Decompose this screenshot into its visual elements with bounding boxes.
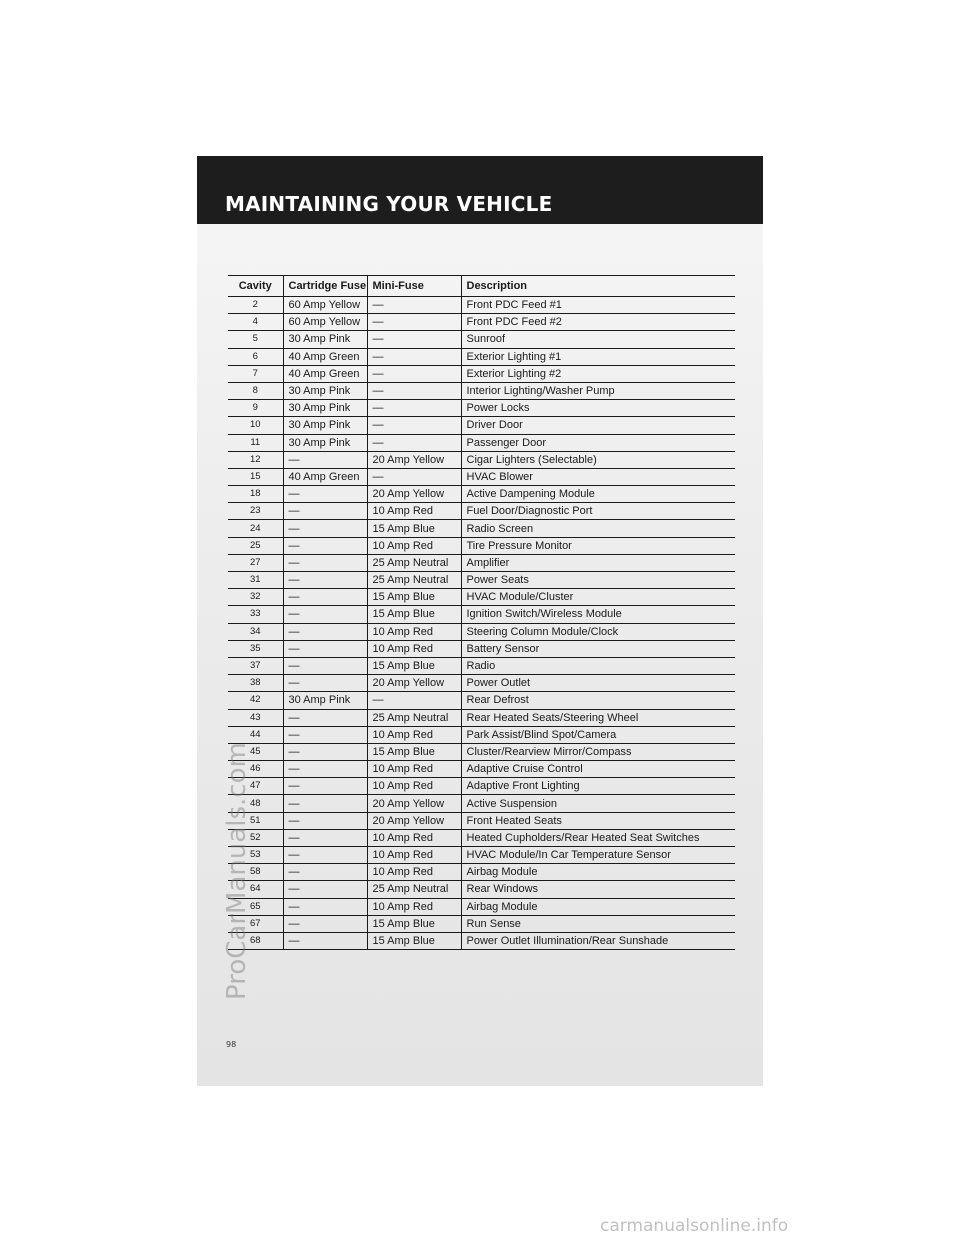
table-row [228, 795, 735, 812]
mini-fuse-cell: — [367, 400, 461, 417]
cavity-cell: 6 [228, 348, 283, 365]
description-cell: Park Assist/Blind Spot/Camera [461, 726, 735, 743]
description-cell: Power Outlet [461, 675, 735, 692]
cavity-cell: 32 [228, 589, 283, 606]
cavity-cell: 11 [228, 434, 283, 451]
cavity-cell: 9 [228, 400, 283, 417]
table-row [228, 881, 735, 898]
cartridge-fuse-cell: 30 Amp Pink [283, 382, 367, 399]
description-cell: Adaptive Front Lighting [461, 778, 735, 795]
cavity-cell: 46 [228, 761, 283, 778]
mini-fuse-cell: — [367, 382, 461, 399]
cartridge-fuse-cell: — [283, 572, 367, 589]
mini-fuse-cell: 15 Amp Blue [367, 589, 461, 606]
cartridge-fuse-cell: — [283, 675, 367, 692]
description-cell: Airbag Module [461, 864, 735, 881]
table-row [228, 898, 735, 915]
cartridge-fuse-cell: 40 Amp Green [283, 365, 367, 382]
cavity-cell: 51 [228, 812, 283, 829]
cartridge-fuse-cell: — [283, 503, 367, 520]
cavity-cell: 4 [228, 314, 283, 331]
table-row [228, 589, 735, 606]
cavity-cell: 68 [228, 932, 283, 949]
side-watermark: ProCarManuals.com [222, 742, 252, 1000]
cartridge-fuse-cell: 40 Amp Green [283, 348, 367, 365]
description-cell: Rear Defrost [461, 692, 735, 709]
mini-fuse-cell: 10 Amp Red [367, 726, 461, 743]
table-row [228, 709, 735, 726]
table-row [228, 503, 735, 520]
cartridge-fuse-cell: — [283, 640, 367, 657]
cavity-cell: 67 [228, 915, 283, 932]
cavity-cell: 7 [228, 365, 283, 382]
cavity-cell: 47 [228, 778, 283, 795]
table-row [228, 657, 735, 674]
description-cell: Tire Pressure Monitor [461, 537, 735, 554]
cavity-cell: 65 [228, 898, 283, 915]
description-cell: Front PDC Feed #2 [461, 314, 735, 331]
description-cell: Power Locks [461, 400, 735, 417]
description-cell: Ignition Switch/Wireless Module [461, 606, 735, 623]
description-cell: Passenger Door [461, 434, 735, 451]
cartridge-fuse-cell: — [283, 554, 367, 571]
cavity-cell: 64 [228, 881, 283, 898]
description-cell: Power Outlet Illumination/Rear Sunshade [461, 932, 735, 949]
table-row [228, 640, 735, 657]
description-cell: Driver Door [461, 417, 735, 434]
bottom-watermark: carmanualsonline.info [600, 1216, 789, 1236]
mini-fuse-cell: 10 Amp Red [367, 864, 461, 881]
mini-fuse-cell: — [367, 434, 461, 451]
cavity-cell: 45 [228, 743, 283, 760]
mini-fuse-cell: 20 Amp Yellow [367, 486, 461, 503]
cavity-cell: 23 [228, 503, 283, 520]
description-cell: Front Heated Seats [461, 812, 735, 829]
cavity-cell: 35 [228, 640, 283, 657]
cartridge-fuse-cell: — [283, 864, 367, 881]
table-row [228, 932, 735, 949]
description-cell: Fuel Door/Diagnostic Port [461, 503, 735, 520]
table-row [228, 486, 735, 503]
table-row [228, 915, 735, 932]
mini-fuse-cell: — [367, 348, 461, 365]
mini-fuse-cell: 10 Amp Red [367, 640, 461, 657]
description-cell: Cigar Lighters (Selectable) [461, 451, 735, 468]
fuse-table [228, 275, 735, 950]
cavity-cell: 10 [228, 417, 283, 434]
mini-fuse-cell: 20 Amp Yellow [367, 812, 461, 829]
cartridge-fuse-cell: — [283, 898, 367, 915]
mini-fuse-cell: 15 Amp Blue [367, 520, 461, 537]
cavity-cell: 42 [228, 692, 283, 709]
table-row [228, 778, 735, 795]
description-cell: Airbag Module [461, 898, 735, 915]
description-cell: HVAC Module/In Car Temperature Sensor [461, 847, 735, 864]
cartridge-fuse-cell: — [283, 657, 367, 674]
cartridge-fuse-cell: — [283, 812, 367, 829]
mini-fuse-cell: 10 Amp Red [367, 537, 461, 554]
cartridge-fuse-cell: 30 Amp Pink [283, 417, 367, 434]
mini-fuse-cell: 15 Amp Blue [367, 743, 461, 760]
table-row [228, 812, 735, 829]
table-row [228, 400, 735, 417]
description-cell: Radio [461, 657, 735, 674]
cavity-cell: 44 [228, 726, 283, 743]
mini-fuse-cell: 15 Amp Blue [367, 915, 461, 932]
cavity-cell: 18 [228, 486, 283, 503]
cartridge-fuse-cell: — [283, 589, 367, 606]
cartridge-fuse-cell: 60 Amp Yellow [283, 314, 367, 331]
mini-fuse-cell: 10 Amp Red [367, 761, 461, 778]
description-cell: Battery Sensor [461, 640, 735, 657]
description-cell: Adaptive Cruise Control [461, 761, 735, 778]
cavity-cell: 38 [228, 675, 283, 692]
table-row [228, 365, 735, 382]
table-row [228, 829, 735, 846]
description-cell: Power Seats [461, 572, 735, 589]
description-cell: Rear Windows [461, 881, 735, 898]
cavity-cell: 33 [228, 606, 283, 623]
table-row [228, 297, 735, 314]
cavity-cell: 52 [228, 829, 283, 846]
mini-fuse-cell: 15 Amp Blue [367, 657, 461, 674]
cavity-cell: 53 [228, 847, 283, 864]
table-row [228, 331, 735, 348]
cavity-cell: 27 [228, 554, 283, 571]
table-row [228, 382, 735, 399]
description-cell: Heated Cupholders/Rear Heated Seat Switches [461, 829, 735, 846]
mini-fuse-cell: 20 Amp Yellow [367, 675, 461, 692]
description-cell: Steering Column Module/Clock [461, 623, 735, 640]
cavity-cell: 37 [228, 657, 283, 674]
section-title: MAINTAINING YOUR VEHICLE [225, 192, 553, 216]
description-cell: HVAC Module/Cluster [461, 589, 735, 606]
table-row [228, 606, 735, 623]
column-header-cavity: Cavity [228, 276, 283, 297]
cavity-cell: 24 [228, 520, 283, 537]
mini-fuse-cell: 15 Amp Blue [367, 932, 461, 949]
cavity-cell: 31 [228, 572, 283, 589]
cartridge-fuse-cell: — [283, 932, 367, 949]
table-row [228, 348, 735, 365]
description-cell: Run Sense [461, 915, 735, 932]
column-header-description: Description [461, 276, 735, 297]
mini-fuse-cell: — [367, 692, 461, 709]
table-row [228, 726, 735, 743]
table-row [228, 623, 735, 640]
cartridge-fuse-cell: 40 Amp Green [283, 468, 367, 485]
mini-fuse-cell: — [367, 365, 461, 382]
cartridge-fuse-cell: — [283, 451, 367, 468]
table-row [228, 468, 735, 485]
cavity-cell: 8 [228, 382, 283, 399]
mini-fuse-cell: — [367, 314, 461, 331]
mini-fuse-cell: — [367, 297, 461, 314]
description-cell: Sunroof [461, 331, 735, 348]
table-row [228, 761, 735, 778]
table-header-row [228, 276, 735, 297]
table-row [228, 520, 735, 537]
mini-fuse-cell: 25 Amp Neutral [367, 881, 461, 898]
cartridge-fuse-cell: 30 Amp Pink [283, 331, 367, 348]
mini-fuse-cell: 25 Amp Neutral [367, 554, 461, 571]
cartridge-fuse-cell: — [283, 881, 367, 898]
table-row [228, 434, 735, 451]
table-row [228, 847, 735, 864]
cartridge-fuse-cell: — [283, 486, 367, 503]
cartridge-fuse-cell: — [283, 795, 367, 812]
mini-fuse-cell: — [367, 468, 461, 485]
cavity-cell: 15 [228, 468, 283, 485]
cartridge-fuse-cell: — [283, 778, 367, 795]
mini-fuse-cell: 20 Amp Yellow [367, 451, 461, 468]
cavity-cell: 5 [228, 331, 283, 348]
mini-fuse-cell: 10 Amp Red [367, 623, 461, 640]
mini-fuse-cell: 10 Amp Red [367, 778, 461, 795]
cavity-cell: 12 [228, 451, 283, 468]
description-cell: Front PDC Feed #1 [461, 297, 735, 314]
cartridge-fuse-cell: 30 Amp Pink [283, 434, 367, 451]
table-row [228, 451, 735, 468]
description-cell: Rear Heated Seats/Steering Wheel [461, 709, 735, 726]
cartridge-fuse-cell: — [283, 606, 367, 623]
table-row [228, 537, 735, 554]
description-cell: Exterior Lighting #1 [461, 348, 735, 365]
table-row [228, 554, 735, 571]
cartridge-fuse-cell: — [283, 743, 367, 760]
table-row [228, 864, 735, 881]
mini-fuse-cell: 25 Amp Neutral [367, 709, 461, 726]
description-cell: HVAC Blower [461, 468, 735, 485]
cavity-cell: 2 [228, 297, 283, 314]
mini-fuse-cell: 25 Amp Neutral [367, 572, 461, 589]
mini-fuse-cell: 10 Amp Red [367, 847, 461, 864]
table-row [228, 417, 735, 434]
cartridge-fuse-cell: — [283, 829, 367, 846]
mini-fuse-cell: 10 Amp Red [367, 503, 461, 520]
cavity-cell: 34 [228, 623, 283, 640]
table-row [228, 572, 735, 589]
description-cell: Active Suspension [461, 795, 735, 812]
manual-page [197, 156, 763, 1086]
description-cell: Amplifier [461, 554, 735, 571]
cartridge-fuse-cell: 60 Amp Yellow [283, 297, 367, 314]
cartridge-fuse-cell: — [283, 520, 367, 537]
table-row [228, 675, 735, 692]
cartridge-fuse-cell: — [283, 761, 367, 778]
cavity-cell: 58 [228, 864, 283, 881]
table-row [228, 692, 735, 709]
section-header-bar [197, 156, 763, 224]
cavity-cell: 43 [228, 709, 283, 726]
description-cell: Radio Screen [461, 520, 735, 537]
cartridge-fuse-cell: — [283, 847, 367, 864]
cavity-cell: 25 [228, 537, 283, 554]
description-cell: Exterior Lighting #2 [461, 365, 735, 382]
mini-fuse-cell: 10 Amp Red [367, 829, 461, 846]
mini-fuse-cell: — [367, 417, 461, 434]
column-header-mini-fuse: Mini-Fuse [367, 276, 461, 297]
cartridge-fuse-cell: — [283, 726, 367, 743]
mini-fuse-cell: 20 Amp Yellow [367, 795, 461, 812]
table-row [228, 314, 735, 331]
cartridge-fuse-cell: — [283, 709, 367, 726]
cavity-cell: 48 [228, 795, 283, 812]
description-cell: Cluster/Rearview Mirror/Compass [461, 743, 735, 760]
column-header-cartridge-fuse: Cartridge Fuse [283, 276, 367, 297]
table-row [228, 743, 735, 760]
mini-fuse-cell: 15 Amp Blue [367, 606, 461, 623]
cartridge-fuse-cell: 30 Amp Pink [283, 692, 367, 709]
cartridge-fuse-cell: — [283, 537, 367, 554]
cartridge-fuse-cell: 30 Amp Pink [283, 400, 367, 417]
mini-fuse-cell: — [367, 331, 461, 348]
description-cell: Interior Lighting/Washer Pump [461, 382, 735, 399]
mini-fuse-cell: 10 Amp Red [367, 898, 461, 915]
cartridge-fuse-cell: — [283, 623, 367, 640]
description-cell: Active Dampening Module [461, 486, 735, 503]
cartridge-fuse-cell: — [283, 915, 367, 932]
page-number: 98 [226, 1040, 237, 1049]
